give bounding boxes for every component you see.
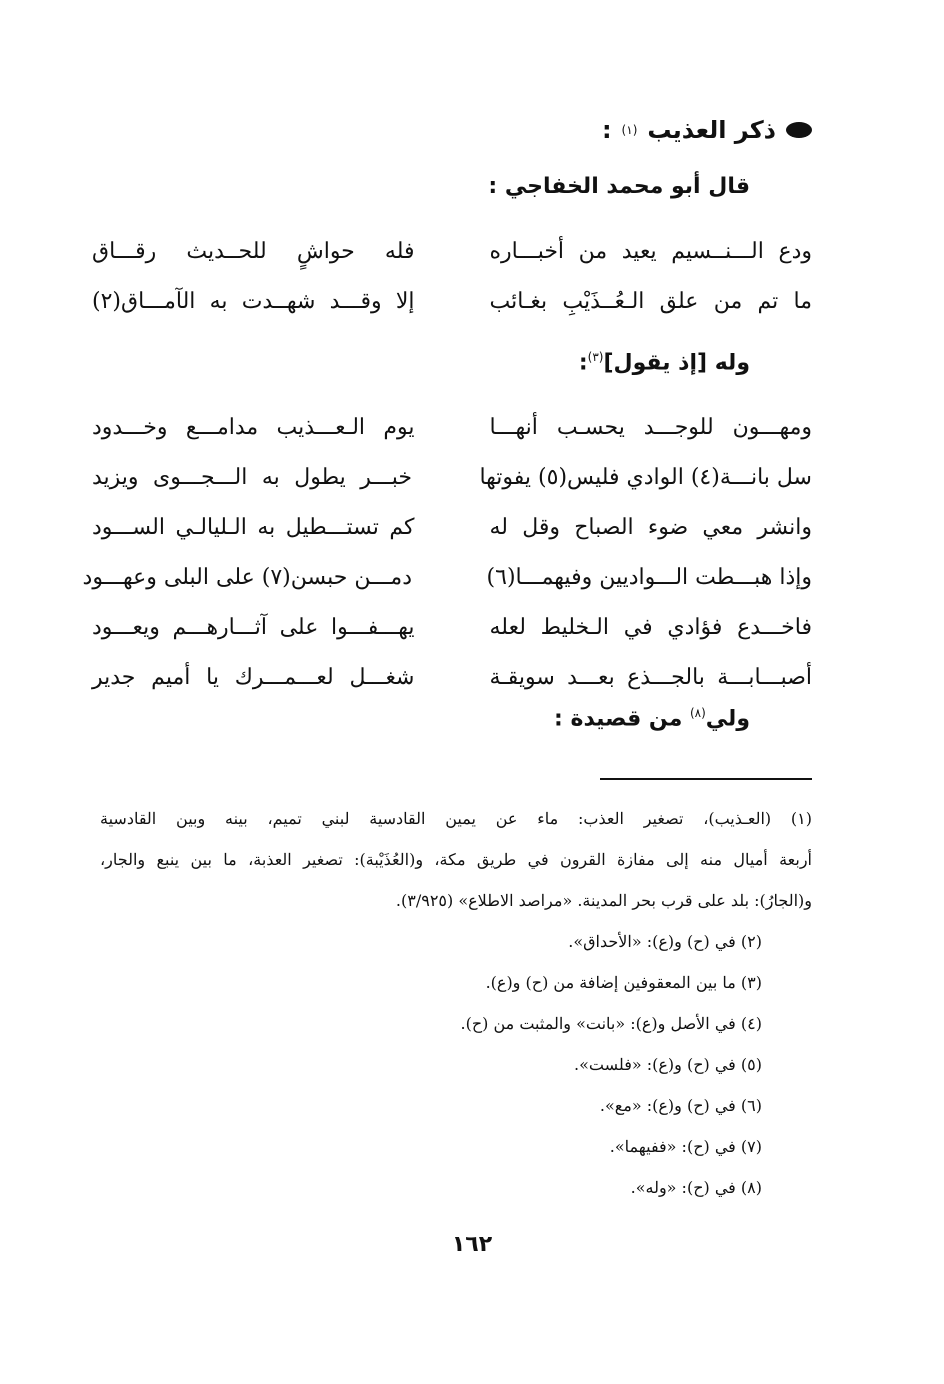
footnote-line: أربعة أميال منه إلى مفازة القرون في طريق مكة، و(العُذَيْبة): تصغير العذبة، ما بين ينبع والجار، bbox=[100, 850, 812, 869]
verse-second-hemistich: فله حواشٍ للحــديث رقـــاق bbox=[92, 238, 415, 264]
page-number: ١٦٢ bbox=[451, 1232, 493, 1257]
bullet-dot-icon bbox=[786, 122, 812, 138]
verse bbox=[92, 226, 812, 276]
footnote-line: و(الجارُ): بلد على قرب بحر المدينة. «مراصد الاطلاع» (٣/٩٢٥). bbox=[395, 891, 812, 910]
verse bbox=[92, 276, 812, 326]
footnote-item: (٨) في (ح): «وله». bbox=[630, 1178, 762, 1197]
intro-colon: : bbox=[578, 350, 588, 376]
intro-line-2 bbox=[579, 350, 750, 375]
section-heading bbox=[602, 116, 812, 144]
footnote-ref: (١) bbox=[621, 123, 638, 137]
verse-second-hemistich: كم تستـــطيل به الـليالـي الســـود bbox=[92, 514, 415, 540]
verse-second-hemistich: يهـــفـــوا على آثـــارهـــم ويعـــود bbox=[92, 614, 415, 640]
verse-second-hemistich: خبـــر يطول به الـــجـــوى ويزيد bbox=[92, 464, 412, 490]
verse-second-hemistich: شغـــل لعـــمـــرك يا أميم جدير bbox=[92, 664, 415, 690]
footnote-item: (٣) ما بين المعقوفين إضافة من (ح) و(ع). bbox=[485, 973, 762, 992]
verse-second-hemistich: يوم الـعـــذيب مدامـــع وخـــدود bbox=[92, 414, 415, 440]
footnote-item: (٦) في (ح) و(ع): «مع». bbox=[599, 1096, 762, 1115]
verse-second-hemistich: دمـــن حبسن(٧) على البلى وعهـــود bbox=[82, 564, 412, 590]
footnote-line: (١) (العـذيب)، تصغير العذب: ماء عن يمين القادسية لبني تميم، بينه وبين القادسية bbox=[100, 809, 812, 828]
footnote-item: (٢) في (ح) و(ع): «الأحداق». bbox=[568, 932, 762, 951]
heading-colon: : bbox=[601, 116, 612, 144]
poem-1 bbox=[92, 226, 812, 326]
footnote-ref: (٣) bbox=[587, 350, 604, 364]
intro-line-3 bbox=[554, 706, 750, 731]
verse bbox=[92, 402, 812, 452]
intro-line-1 bbox=[488, 174, 750, 199]
verse bbox=[92, 502, 812, 552]
verse bbox=[92, 652, 812, 702]
verse bbox=[92, 602, 812, 652]
footnotes bbox=[100, 798, 812, 1208]
heading-text: ذكر العذيب bbox=[647, 116, 776, 144]
verse-first-hemistich: ما تم من علق الـعُــذَيْبِ بغـائب bbox=[489, 288, 812, 314]
intro-suffix: من قصيدة : bbox=[554, 706, 690, 732]
verse bbox=[82, 552, 812, 602]
verse-first-hemistich: وانشر معي ضوء الصباح وقل له bbox=[489, 514, 812, 540]
verse bbox=[92, 452, 812, 502]
verse-first-hemistich: وإذا هبـــطت الـــواديين وفيهمـــا(٦) bbox=[486, 564, 812, 590]
footnote-separator bbox=[600, 778, 812, 780]
footnote-item: (٧) في (ح): «ففيهما». bbox=[609, 1137, 762, 1156]
footnote-item: (٥) في (ح) و(ع): «فلست». bbox=[574, 1055, 762, 1074]
verse-first-hemistich: ودع الـــنــسيم يعيد من أخبـــاره bbox=[489, 238, 812, 264]
intro-text: قال أبو محمد الخفاجي : bbox=[488, 174, 750, 199]
verse-second-hemistich: إلا وقـــد شهــدت به الآمـــاق(٢) bbox=[92, 288, 415, 314]
verse-first-hemistich: ومهـــون للوجـــد يحسـب أنهـــا bbox=[489, 414, 812, 440]
footnote-ref: (٨) bbox=[689, 706, 706, 720]
poem-2 bbox=[82, 402, 812, 702]
verse-first-hemistich: سل بانـــة(٤) الوادي فليس(٥) يفوتها bbox=[479, 464, 812, 490]
intro-text: ولي bbox=[705, 706, 750, 732]
footnote-item: (٤) في الأصل و(ع): «بانت» والمثبت من (ح). bbox=[460, 1014, 762, 1033]
verse-first-hemistich: أصبـــابـــة بالجـــذع بعـــد سويقـة bbox=[489, 664, 812, 690]
intro-text: وله [إذ يقول] bbox=[603, 350, 750, 376]
verse-first-hemistich: فاخـــدع فؤادي في الـخليط لعله bbox=[489, 614, 812, 640]
